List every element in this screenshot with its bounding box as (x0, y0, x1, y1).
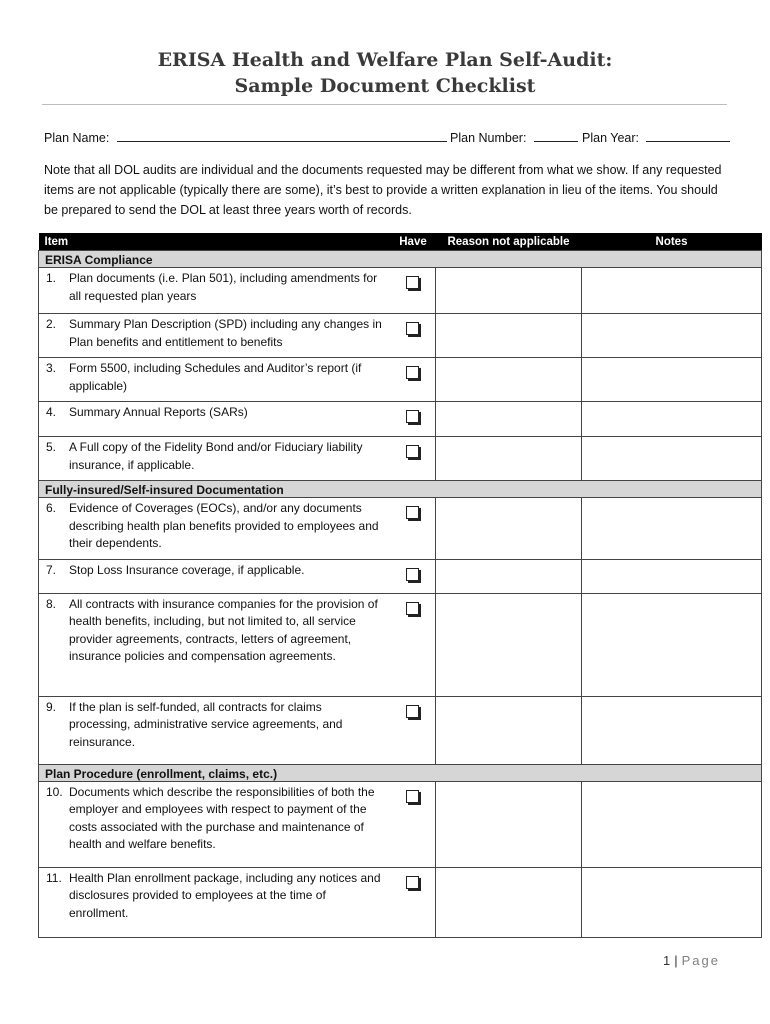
page-number: 1 (663, 953, 671, 968)
item-cell (39, 402, 391, 437)
item-cell (39, 437, 391, 481)
table-row (39, 437, 762, 481)
have-cell (391, 696, 436, 764)
item-text: Plan documents (i.e. Plan 501), including amendments for all requested plan years (69, 271, 378, 303)
notes-cell[interactable] (582, 498, 762, 560)
have-cell (391, 358, 436, 402)
item-text: A Full copy of the Fidelity Bond and/or Fiduciary liability insurance, if applicable. (69, 440, 363, 472)
reason-cell[interactable] (436, 867, 582, 937)
reason-cell[interactable] (436, 358, 582, 402)
table-row (39, 593, 762, 696)
instructions-note: Note that all DOL audits are individual and the documents requested may be different from what we show. If any requested items are not applicable (typically there are some), it’s best to provide a written explanation in lieu of the items. You should be prepared to send the DOL at least three years worth of records. (44, 163, 722, 217)
have-checkbox[interactable] (406, 445, 419, 458)
have-checkbox[interactable] (406, 276, 419, 289)
notes-cell[interactable] (582, 402, 762, 437)
have-checkbox[interactable] (406, 790, 419, 803)
have-cell (391, 498, 436, 560)
table-row (39, 402, 762, 437)
have-checkbox[interactable] (406, 506, 419, 519)
item-cell (39, 781, 391, 867)
plan-name-field[interactable] (117, 129, 447, 142)
have-cell (391, 593, 436, 696)
have-cell (391, 559, 436, 593)
have-cell (391, 867, 436, 937)
document-title-line-2: Sample Document Checklist (234, 75, 536, 97)
reason-cell[interactable] (436, 559, 582, 593)
section-header (39, 481, 762, 498)
item-number: 8. (46, 596, 57, 611)
reason-cell[interactable] (436, 781, 582, 867)
have-checkbox[interactable] (406, 366, 419, 379)
checklist-table (38, 233, 762, 938)
notes-cell[interactable] (582, 593, 762, 696)
header-have: Have (391, 233, 436, 251)
reason-cell[interactable] (436, 402, 582, 437)
notes-cell[interactable] (582, 437, 762, 481)
table-row (39, 268, 762, 314)
table-row (39, 498, 762, 560)
have-cell (391, 402, 436, 437)
have-checkbox[interactable] (406, 568, 419, 581)
item-cell (39, 867, 391, 937)
table-row (39, 314, 762, 358)
item-text: Stop Loss Insurance coverage, if applicable. (69, 562, 305, 577)
item-cell (39, 358, 391, 402)
item-number: 6. (46, 501, 57, 515)
item-number: 9. (46, 699, 57, 714)
have-cell (391, 268, 436, 314)
have-cell (391, 437, 436, 481)
notes-cell[interactable] (582, 268, 762, 314)
item-text: Health Plan enrollment package, including any notices and disclosures provided to employees at the time of enrollment. (69, 870, 381, 920)
have-checkbox[interactable] (406, 322, 419, 335)
item-text: Summary Annual Reports (SARs) (69, 405, 248, 419)
reason-cell[interactable] (436, 437, 582, 481)
item-text: If the plan is self-funded, all contracts for claims processing, administrative service agreements, and reinsurance. (69, 699, 343, 749)
table-row (39, 559, 762, 593)
page-footer (663, 953, 720, 968)
header-reason: Reason not applicable (436, 233, 582, 251)
notes-cell[interactable] (582, 358, 762, 402)
have-checkbox[interactable] (406, 876, 419, 889)
have-checkbox[interactable] (406, 410, 419, 423)
item-number: 4. (46, 405, 57, 419)
page-separator: | (674, 953, 678, 968)
item-cell (39, 696, 391, 764)
item-cell (39, 268, 391, 314)
document-title-line-1: ERISA Health and Welfare Plan Self-Audit: (157, 49, 613, 71)
item-text: Summary Plan Description (SPD) including any changes in Plan benefits and entitlement to benefits (69, 317, 382, 349)
table-row (39, 867, 762, 937)
notes-cell[interactable] (582, 781, 762, 867)
notes-cell[interactable] (582, 867, 762, 937)
have-cell (391, 314, 436, 358)
section-header (39, 251, 762, 268)
page-label: Page (681, 953, 720, 968)
item-number: 5. (46, 440, 57, 454)
section-header (39, 764, 762, 781)
table-row (39, 358, 762, 402)
header-notes: Notes (582, 233, 762, 251)
section-title: ERISA Compliance (39, 251, 762, 268)
plan-name-label: Plan Name: (44, 131, 110, 145)
plan-year-label: Plan Year: (582, 131, 639, 145)
section-title: Plan Procedure (enrollment, claims, etc.) (39, 764, 762, 781)
plan-number-label: Plan Number: (450, 131, 527, 145)
notes-cell[interactable] (582, 314, 762, 358)
reason-cell[interactable] (436, 314, 582, 358)
reason-cell[interactable] (436, 593, 582, 696)
item-cell (39, 314, 391, 358)
header-item: Item (39, 233, 391, 251)
item-number: 1. (46, 271, 57, 285)
item-cell (39, 593, 391, 696)
plan-year-field[interactable] (646, 129, 730, 142)
item-cell (39, 559, 391, 593)
item-number: 7. (46, 562, 57, 577)
item-text: Documents which describe the responsibilities of both the employer and employees with respect to payment of the costs associated with the purchase and maintenance of health and welfare benefits. (69, 784, 375, 851)
have-checkbox[interactable] (406, 705, 419, 718)
have-checkbox[interactable] (406, 602, 419, 615)
item-text: Form 5500, including Schedules and Auditor’s report (if applicable) (69, 361, 362, 393)
item-number: 3. (46, 361, 57, 375)
section-title: Fully-insured/Self-insured Documentation (39, 481, 762, 498)
title-divider (42, 104, 727, 105)
item-cell (39, 498, 391, 560)
table-row (39, 696, 762, 764)
item-text: All contracts with insurance companies for the provision of health benefits, including, but not limited to, all service provider agreements, contracts, letters of agreement, insurance policies and compensation agreements. (69, 596, 378, 663)
notes-cell[interactable] (582, 696, 762, 764)
item-text: Evidence of Coverages (EOCs), and/or any documents describing health plan benefits provided to employees and their dependents. (69, 501, 379, 550)
item-number: 11. (46, 870, 62, 885)
reason-cell[interactable] (436, 696, 582, 764)
plan-number-field[interactable] (534, 129, 578, 142)
reason-cell[interactable] (436, 268, 582, 314)
item-number: 2. (46, 317, 57, 331)
have-cell (391, 781, 436, 867)
notes-cell[interactable] (582, 559, 762, 593)
reason-cell[interactable] (436, 498, 582, 560)
item-number: 10. (46, 784, 63, 799)
table-row (39, 781, 762, 867)
